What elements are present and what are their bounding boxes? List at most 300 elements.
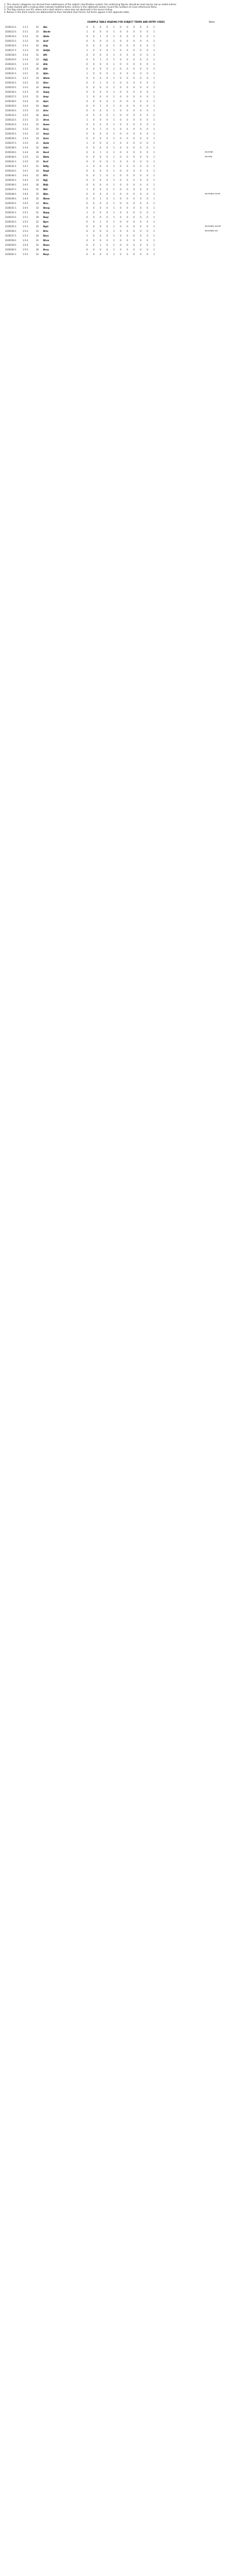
table-row (0, 219, 247, 224)
entry-code: 33 (36, 86, 39, 89)
entry-id: 2100126-1 (5, 91, 16, 93)
entry-id: 2100121-1 (5, 67, 16, 70)
entry-number: 1-3-3 (23, 142, 28, 144)
entry-note: abcdefg (205, 156, 213, 158)
entry-code: 32 (36, 26, 39, 28)
entry-flags: 1 0 0 0 1 0 0 0 0 0 1 (86, 49, 157, 52)
entry-table (0, 25, 247, 257)
table-row (0, 80, 247, 85)
entry-code: 33 (36, 207, 39, 209)
table-row (0, 131, 247, 136)
entry-id: 2100129-1 (5, 105, 16, 107)
entry-code: 35 (36, 49, 39, 52)
entry-name: Bhjk (43, 183, 48, 186)
entry-code: 34 (36, 234, 39, 237)
entry-number: 1-4-4 (23, 197, 28, 200)
entry-number: 1-4-2 (23, 174, 28, 177)
table-row (0, 25, 247, 29)
header-note-3: 3. The flag columns use 0/1 values and a dash where a value was not observed in the source listing. (4, 8, 113, 11)
entry-id: 2100146-1 (5, 183, 16, 186)
entry-flags: 0 0 0 0 1 0 0 0 0 0 1 (86, 40, 157, 42)
entry-id: 2100150-1 (5, 202, 16, 205)
table-row (0, 224, 247, 229)
entry-name: Bikl (43, 188, 48, 191)
entry-flags: 0 0 0 0 1 0 0 0 0 0 1 (86, 207, 157, 209)
entry-number: 1-3-3 (23, 137, 28, 140)
entry-number: 1-2-2 (23, 81, 28, 84)
entry-number: 1-3-2 (23, 132, 28, 135)
entry-id: 2100158-1 (5, 239, 16, 242)
entry-code: 36 (36, 216, 39, 218)
entry-flags: 0 0 0 0 1 0 0 0 0 0 1 (86, 156, 157, 158)
entry-flags: 0 0 0 0 1 0 0 0 0 0 1 (86, 100, 157, 103)
entry-number: 1-3-1 (23, 123, 28, 126)
entry-id: 2100159-1 (5, 244, 16, 246)
entry-name: Bcef (43, 160, 48, 163)
entry-flags: 1 0 0 0 1 0 0 0 0 0 1 (86, 234, 157, 237)
entry-number: 1-4-4 (23, 193, 28, 195)
table-row (0, 104, 247, 108)
entry-flags: 0 0 0 0 1 0 0 0 0 0 1 (86, 109, 157, 112)
entry-code: 31 (36, 165, 39, 167)
table-row (0, 43, 247, 48)
table-row (0, 196, 247, 201)
table-row (0, 210, 247, 215)
entry-flags: 0 0 0 0 1 0 0 0 0 0 1 (86, 63, 157, 65)
entry-name: Abc (43, 26, 48, 28)
entry-name: Bbde (43, 156, 49, 158)
table-row (0, 178, 247, 182)
table-row (0, 136, 247, 141)
table-row (0, 155, 247, 159)
entry-flags: 0 0 0 0 1 0 0 0 0 0 1 (86, 123, 157, 126)
entry-name: Afh (43, 54, 47, 56)
table-row (0, 29, 247, 34)
table-row (0, 243, 247, 247)
entry-number: 1-2-1 (23, 72, 28, 75)
entry-name: Bjlm (43, 193, 48, 195)
table-row (0, 113, 247, 117)
entry-number: 1-5-4 (23, 239, 28, 242)
entry-code: 36 (36, 248, 39, 251)
entry-code: 33 (36, 58, 39, 61)
table-row (0, 76, 247, 80)
entry-number: 1-3-5 (23, 160, 28, 163)
entry-number: 1-2-5 (23, 109, 28, 112)
entry-flags: 0 0 0 0 1 0 0 0 0 0 1 (86, 202, 157, 205)
entry-code: 32 (36, 174, 39, 177)
table-row (0, 150, 247, 155)
table-row (0, 117, 247, 122)
entry-id: 2100156-1 (5, 230, 16, 232)
entry-number: 1-4-5 (23, 207, 28, 209)
entry-code: 34 (36, 105, 39, 107)
entry-code: 32 (36, 100, 39, 103)
entry-flags: 0 0 0 0 1 0 0 0 0 0 1 (86, 67, 157, 70)
entry-number: 1-5-1 (23, 216, 28, 218)
entry-flags: 0 0 0 0 1 0 0 0 0 0 1 (86, 160, 157, 163)
entry-id: 2100138-1 (5, 146, 16, 149)
table-row (0, 127, 247, 131)
entry-flags: 0 0 0 0 1 0 0 0 0 0 1 (86, 77, 157, 79)
entry-name: Bqst (43, 225, 49, 228)
entry-name: Asuv (43, 114, 49, 116)
entry-flags: 0 0 0 0 1 0 0 0 0 0 1 (86, 54, 157, 56)
entry-flags: 0 0 1 0 1 0 0 0 0 0 1 (86, 128, 157, 130)
header-note-1: 1. The column categories are derived from subdivisions of the subject classification system; the underlying figures should be read row by row as coded entries. (4, 3, 177, 6)
entry-code: 32 (36, 123, 39, 126)
entry-id: 2100127-1 (5, 95, 16, 98)
entry-id: 2100122-1 (5, 72, 16, 75)
table-row (0, 187, 247, 192)
table-row (0, 108, 247, 113)
entry-flags: 1 0 0 0 1 0 0 0 0 0 1 (86, 72, 157, 75)
entry-note: abcdefgh (205, 151, 214, 153)
table-row (0, 159, 247, 164)
entry-code: 32 (36, 81, 39, 84)
entry-number: 1-3-1 (23, 118, 28, 121)
entry-flags: 0 0 1 0 1 0 0 0 0 0 1 (86, 221, 157, 223)
entry-id: 2100140-1 (5, 156, 16, 158)
entry-name: Blno (43, 202, 49, 205)
entry-id: 2100161-1 (5, 253, 16, 256)
entry-number: 1-1-1 (23, 30, 28, 33)
entry-name: Atvw (43, 118, 49, 121)
entry-name: Axza (43, 137, 49, 140)
entry-flags: 0 0 0 0 1 0 0 0 0 0 1 (86, 132, 157, 135)
entry-id: 2100118-1 (5, 54, 16, 56)
entry-name: Buwx (43, 244, 50, 246)
entry-flags: 0 0 1 0 1 0 0 0 0 0 1 (86, 35, 157, 38)
table-row (0, 122, 247, 127)
entry-number: 1-2-1 (23, 77, 28, 79)
entry-id: 2100144-1 (5, 174, 16, 177)
entry-name: Auwx (43, 123, 50, 126)
entry-number: 1-5-5 (23, 248, 28, 251)
entry-name: Bwyz (43, 253, 49, 256)
entry-id: 2100130-1 (5, 109, 16, 112)
entry-number: 1-4-3 (23, 188, 28, 191)
entry-flags: 0 0 1 0 1 0 0 0 0 0 1 (86, 105, 157, 107)
entry-id: 2100153-1 (5, 216, 16, 218)
entry-number: 1-2-3 (23, 95, 28, 98)
entry-name: Brtu (43, 230, 48, 232)
entry-code: 32 (36, 197, 39, 200)
entry-code: 35 (36, 128, 39, 130)
entry-flags: 0 0 0 0 1 0 0 0 0 0 1 (86, 137, 157, 140)
table-row (0, 173, 247, 178)
entry-name: Acef (43, 40, 48, 42)
entry-flags: 0 0 0 0 1 0 0 0 0 0 1 (86, 44, 157, 47)
entry-name: Bnpq (43, 211, 49, 214)
table-row (0, 85, 247, 90)
entry-number: 1-5-5 (23, 253, 28, 256)
entry-id: 2100151-1 (5, 207, 16, 209)
entry-name: Ayab (43, 142, 49, 144)
entry-number: 1-5-1 (23, 211, 28, 214)
entry-id: 2100157-1 (5, 234, 16, 237)
entry-code: 32 (36, 244, 39, 246)
entry-number: 1-5-2 (23, 225, 28, 228)
table-row (0, 233, 247, 238)
entry-number: 1-1-4 (23, 54, 28, 56)
entry-number: 1-5-4 (23, 244, 28, 246)
entry-name: Alno (43, 81, 49, 84)
table-row (0, 164, 247, 168)
entry-code: 36 (36, 67, 39, 70)
entry-id: 2100152-1 (5, 211, 16, 214)
entry-note: abcdefghij abcdef (205, 225, 221, 227)
table-row (0, 39, 247, 43)
entry-code: 34 (36, 137, 39, 140)
entry-flags: 1 0 0 0 1 0 0 0 0 0 1 (86, 95, 157, 98)
entry-number: 1-4-1 (23, 165, 28, 167)
entry-number: 1-1-2 (23, 35, 28, 38)
entry-id: 2100119-1 (5, 58, 16, 61)
entry-id: 2100133-1 (5, 123, 16, 126)
entry-number: 1-2-5 (23, 114, 28, 116)
entry-number: 1-5-3 (23, 230, 28, 232)
entry-name: Azbc (43, 146, 49, 149)
entry-id: 2100115-1 (5, 40, 16, 42)
entry-name: Adg (43, 44, 48, 47)
entry-name: Btvw (43, 239, 49, 242)
table-row (0, 238, 247, 243)
entry-name: Bdfg (43, 165, 49, 167)
entry-flags: 0 0 0 0 1 0 0 0 0 0 1 (86, 114, 157, 116)
entry-number: 1-1-4 (23, 58, 28, 61)
entry-code: 35 (36, 91, 39, 93)
entry-number: 1-1-1 (23, 26, 28, 28)
entry-name: Bgij (43, 179, 48, 181)
entry-code: 31 (36, 95, 39, 98)
entry-code: 31 (36, 142, 39, 144)
entry-flags: 0 0 0 0 1 0 0 0 0 0 1 (86, 86, 157, 89)
entry-flags: 1 0 0 0 1 0 0 0 0 0 1 (86, 165, 157, 167)
entry-code: 33 (36, 230, 39, 232)
entry-number: 1-3-4 (23, 146, 28, 149)
header-note-4: 4. Names in the third column are abbreviated to their standard short forms; full forms appear in the appendix table. (4, 11, 130, 13)
table-row (0, 48, 247, 53)
entry-code: 32 (36, 146, 39, 149)
entry-code: 33 (36, 179, 39, 181)
entry-name: Bprs (43, 221, 49, 223)
entry-name: Abde (43, 35, 49, 38)
entry-code: 33 (36, 156, 39, 158)
table-row (0, 57, 247, 62)
entry-name: Aqst (43, 105, 49, 107)
entry-number: 1-1-5 (23, 63, 28, 65)
entry-flags: 0 0 0 0 1 0 0 0 0 0 1 (86, 193, 157, 195)
entry-id: 2100120-1 (5, 63, 16, 65)
entry-flags: 0 0 1 0 1 0 0 0 0 0 1 (86, 58, 157, 61)
entry-code: 35 (36, 160, 39, 163)
entry-flags: 0 0 0 0 1 0 0 0 0 0 1 (86, 170, 157, 172)
entry-note: abcdefghij abcde (205, 193, 221, 195)
entry-number: 1-4-3 (23, 183, 28, 186)
entry-id: 2100117-1 (5, 49, 16, 52)
entry-name: Bmop (43, 207, 50, 209)
entry-flags: 0 0 0 0 1 0 0 0 0 0 1 (86, 183, 157, 186)
entry-number: 1-5-2 (23, 221, 28, 223)
column-header-notes: Notes (209, 21, 215, 23)
table-row (0, 53, 247, 57)
entry-code: 31 (36, 188, 39, 191)
entry-name: Bkmn (43, 197, 50, 200)
entry-code: 34 (36, 202, 39, 205)
entry-flags: 0 0 1 0 1 0 0 0 0 0 1 (86, 197, 157, 200)
entry-name: Awyz (43, 132, 49, 135)
entry-number: 1-4-5 (23, 202, 28, 205)
entry-name: Bvxy (43, 248, 49, 251)
entry-code: 33 (36, 30, 39, 33)
entry-name: Boqr (43, 216, 49, 218)
entry-code: 31 (36, 211, 39, 214)
entry-id: 2100160-1 (5, 248, 16, 251)
entry-name: Bsuv (43, 234, 49, 237)
entry-code: 32 (36, 221, 39, 223)
entry-number: 1-1-2 (23, 40, 28, 42)
entry-number: 1-2-3 (23, 91, 28, 93)
entry-code: 34 (36, 170, 39, 172)
entry-code: 36 (36, 114, 39, 116)
entry-id: 2100135-1 (5, 132, 16, 135)
table-row (0, 94, 247, 99)
table-row (0, 141, 247, 145)
entry-code: 31 (36, 239, 39, 242)
entry-id: 2100147-1 (5, 188, 16, 191)
entry-flags: 0 0 0 0 1 0 0 0 0 0 1 (86, 230, 157, 232)
entry-id: 2100128-1 (5, 100, 16, 103)
entry-name: Agij (43, 58, 48, 61)
table-row (0, 229, 247, 233)
table-row (0, 99, 247, 104)
entry-id: 2100123-1 (5, 77, 16, 79)
entry-id: 2100124-1 (5, 81, 16, 84)
table-row (0, 215, 247, 219)
entry-flags: 0 0 0 0 1 0 0 0 0 0 1 (86, 91, 157, 93)
entry-id: 2100145-1 (5, 179, 16, 181)
header-note-2: 2. Codes marked with a trailing letter indicate modified forms; entries in the rightmost column record the numbers of cross-referenced items. (4, 6, 157, 8)
entry-name: Aefgh (43, 49, 50, 52)
entry-number: 1-2-4 (23, 105, 28, 107)
entry-flags: 1 0 0 0 1 0 0 0 0 0 1 (86, 211, 157, 214)
entry-id: 2100125-1 (5, 86, 16, 89)
table-row (0, 247, 247, 252)
table-row (0, 62, 247, 66)
entry-id: 2100116-1 (5, 44, 16, 47)
entry-name: Avxy (43, 128, 49, 130)
entry-number: 1-4-2 (23, 179, 28, 181)
entry-flags: 0 0 0 0 1 0 0 0 0 0 1 (86, 146, 157, 149)
entry-number: 1-1-3 (23, 49, 28, 52)
entry-flags: 1 0 0 0 1 0 0 0 0 0 1 (86, 118, 157, 121)
entry-number: 1-4-1 (23, 170, 28, 172)
entry-code: 35 (36, 225, 39, 228)
entry-id: 2100136-1 (5, 137, 16, 140)
entry-flags: 0 0 1 0 1 0 0 0 0 0 1 (86, 81, 157, 84)
entry-flags: 0 0 1 0 1 0 0 0 0 0 1 (86, 174, 157, 177)
entry-id: 2100149-1 (5, 197, 16, 200)
entry-number: 1-1-5 (23, 67, 28, 70)
entry-id: 2100131-1 (5, 114, 16, 116)
entry-code: 33 (36, 253, 39, 256)
table-row (0, 252, 247, 257)
entry-id: 2100155-1 (5, 225, 16, 228)
entry-number: 1-1-3 (23, 44, 28, 47)
entry-flags: 0 0 0 0 1 0 0 0 0 0 1 (86, 225, 157, 228)
entry-name: Anpq (43, 91, 49, 93)
entry-code: 36 (36, 151, 39, 154)
table-row (0, 145, 247, 150)
entry-id: 2100148-1 (5, 193, 16, 195)
entry-code: 36 (36, 183, 39, 186)
entry-code: 31 (36, 72, 39, 75)
entry-name: Akmn (43, 77, 50, 79)
entry-flags: 0 0 1 0 1 0 0 0 0 0 1 (86, 151, 157, 154)
entry-code: 32 (36, 63, 39, 65)
table-row (0, 71, 247, 76)
table-row (0, 168, 247, 173)
entry-flags: 1 0 0 0 1 0 0 0 0 0 1 (86, 188, 157, 191)
table-row (0, 90, 247, 94)
entry-code: 31 (36, 118, 39, 121)
entry-name: Aprs (43, 100, 49, 103)
entry-flags: 0 0 0 0 1 0 0 0 0 0 1 (86, 216, 157, 218)
entry-name: Amop (43, 86, 50, 89)
entry-name: Bfhi (43, 174, 48, 177)
entry-flags: 0 0 0 0 1 0 0 0 0 0 1 (86, 179, 157, 181)
entry-code: 31 (36, 54, 39, 56)
entry-name: Begh (43, 170, 49, 172)
table-row (0, 34, 247, 39)
entry-code: 34 (36, 40, 39, 42)
table-row (0, 182, 247, 187)
entry-flags: 1 0 0 0 1 0 0 0 0 0 1 (86, 30, 157, 33)
entry-id: 2100139-1 (5, 151, 16, 154)
table-row (0, 192, 247, 196)
entry-code: 31 (36, 35, 39, 38)
header-notes (4, 3, 243, 13)
entry-id: 2100141-1 (5, 160, 16, 163)
entry-id: 2100134-1 (5, 128, 16, 130)
entry-id: 2100132-1 (5, 118, 16, 121)
table-row (0, 201, 247, 206)
column-header: EXAMPLE TABLE HEADING FOR SUBJECT TERMS AND ENTRY CODES (87, 21, 165, 23)
entry-flags: 0 0 0 0 1 0 0 0 0 0 1 (86, 239, 157, 242)
entry-code: 32 (36, 44, 39, 47)
entry-number: 1-2-2 (23, 86, 28, 89)
entry-id: 2100137-1 (5, 142, 16, 144)
entry-name: Ahk (43, 63, 48, 65)
entry-id: 2100113-1 (5, 30, 16, 33)
entry-code: 34 (36, 77, 39, 79)
entry-note: abcdefghij abc (205, 230, 218, 232)
entry-flags: 0 0 1 0 1 0 0 0 0 0 1 (86, 244, 157, 246)
table-row (0, 66, 247, 71)
entry-code: 33 (36, 109, 39, 112)
entry-id: 2100142-1 (5, 165, 16, 167)
entry-name: Bacd (43, 151, 49, 154)
entry-name: Ajlm (43, 72, 49, 75)
entry-id: 2100112-1 (5, 26, 16, 28)
entry-number: 1-3-4 (23, 151, 28, 154)
entry-number: 1-5-3 (23, 234, 28, 237)
entry-number: 1-2-4 (23, 100, 28, 103)
entry-code: 35 (36, 193, 39, 195)
entry-flags: 1 0 0 0 1 0 0 0 0 0 1 (86, 142, 157, 144)
entry-flags: 0 0 0 0 1 0 0 0 0 0 1 (86, 248, 157, 251)
